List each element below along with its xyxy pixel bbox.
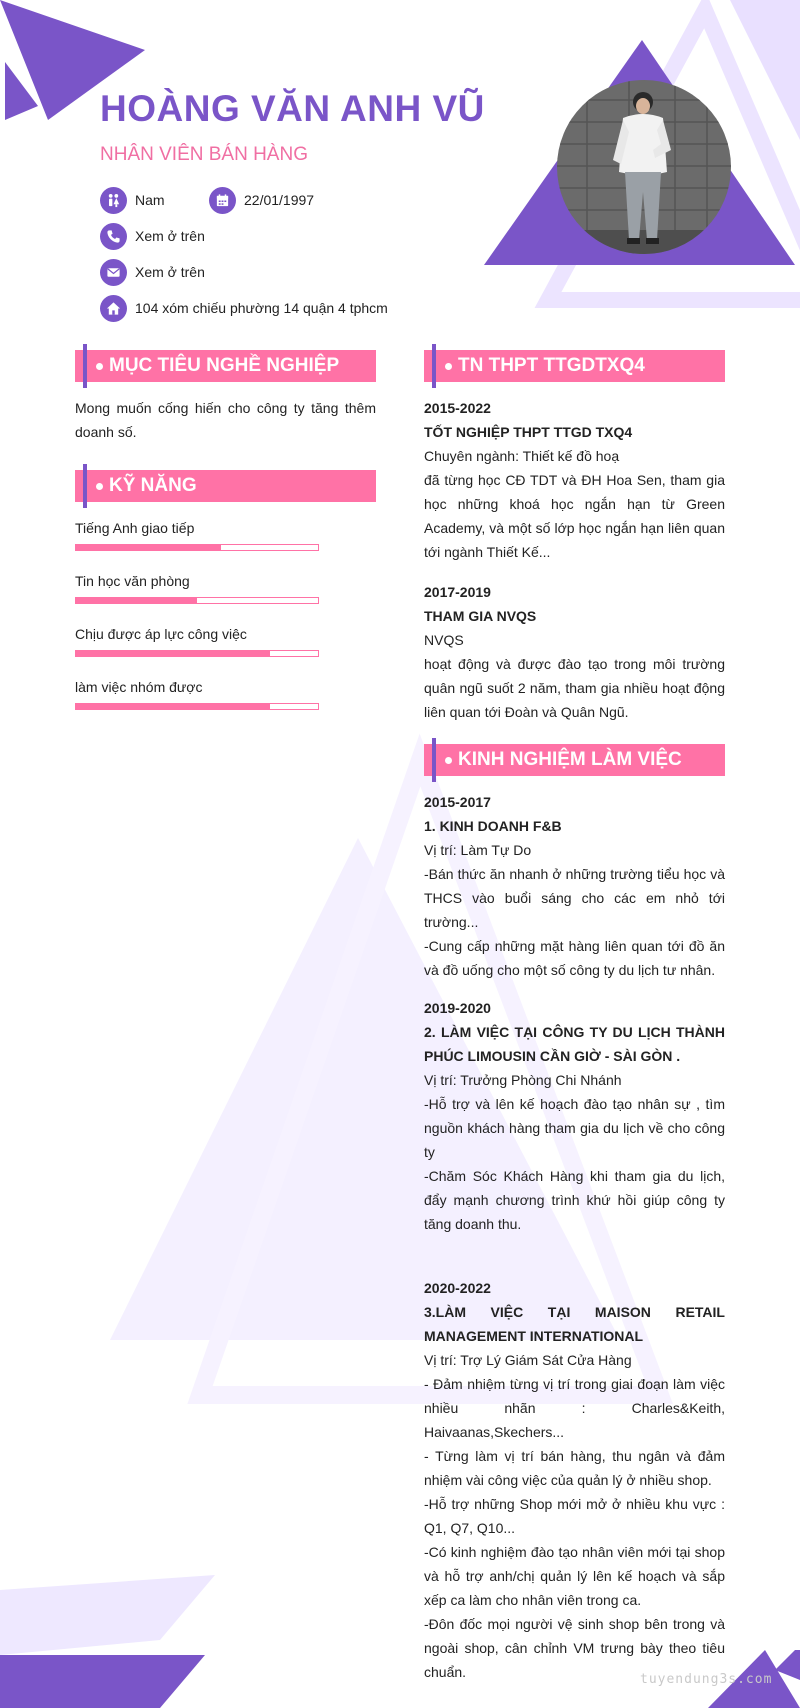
- skill-label: Chịu được áp lực công việc: [75, 626, 247, 642]
- watermark-text: tuyendung3s.com: [640, 1672, 773, 1687]
- entry-subtitle: NVQS: [424, 632, 464, 648]
- entry-years: 2017-2019: [424, 584, 491, 600]
- experience-entry: [424, 1276, 725, 1684]
- phone-icon: [100, 223, 127, 250]
- objective-text: Mong muốn cống hiến cho công ty tăng thêm doanh số.: [75, 400, 376, 440]
- entry-subtitle: Vị trí: Trưởng Phòng Chi Nhánh: [424, 1072, 622, 1088]
- skill-level-bar: [75, 597, 319, 604]
- skill-level-bar: [75, 544, 319, 551]
- entry-description: -Bán thức ăn nhanh ở những trường tiểu học và THCS vào buổi sáng cho các em nhỏ tới trường... -Cung cấp những mặt hàng liên quan tới đồ ăn và đồ uống cho một số công ty du lịch tư nhân.: [424, 866, 725, 978]
- birthday-value: 22/01/1997: [244, 192, 315, 208]
- gender-value: Nam: [135, 192, 165, 208]
- skill-item: [75, 516, 319, 551]
- job-title: NHÂN VIÊN BÁN HÀNG: [100, 144, 308, 165]
- candidate-name: HOÀNG VĂN ANH VŨ: [100, 88, 485, 129]
- deco-band-bottom-left-pale: [0, 1575, 215, 1655]
- phone-value: Xem ở trên: [135, 228, 205, 244]
- skill-level-bar: [75, 650, 319, 657]
- experience-entry: [424, 996, 725, 1236]
- entry-title: THAM GIA NVQS: [424, 608, 537, 624]
- address-row: [100, 294, 388, 322]
- skill-level-bar: [75, 703, 319, 710]
- email-row: [100, 258, 205, 286]
- deco-triangle-bottom-left: [0, 1655, 205, 1708]
- entry-description: - Đảm nhiệm từng vị trí trong giai đoạn làm việc nhiều nhãn : Charles&Keith, Haivaanas,Skechers... - Từng làm vị trí bán hàng, thu ngân và đảm nhiệm vài công việc của quản lý ở nhiều shop. -Hỗ trợ những Shop mới mở ở nhiều khu vực : Q1, Q7, Q10... -Có kinh nghiệm đào tạo nhân viên mới tại shop và hỗ trợ anh/chị quản lý lên kế hoạch và sắp xếp ca làm cho nhân viên trong ca. -Đôn đốc mọi người vệ sinh shop bên trong và ngoài shop, cân chỉnh VM trưng bày theo tiêu chuẩn.: [424, 1376, 725, 1680]
- section-objective-heading: MỤC TIÊU NGHỀ NGHIỆP: [75, 350, 376, 382]
- entry-subtitle: Chuyên ngành: Thiết kế đồ hoạ: [424, 448, 620, 464]
- skill-level-fill: [76, 598, 197, 603]
- email-value: Xem ở trên: [135, 264, 205, 280]
- entry-description: hoạt động và được đào tạo trong môi trường quân ngũ suốt 2 năm, tham gia nhiều hoạt động liên quan tới Đoàn và Quân Ngũ.: [424, 656, 725, 720]
- skill-item: [75, 622, 319, 657]
- skill-level-fill: [76, 545, 221, 550]
- phone-row: [100, 222, 205, 250]
- email-icon: [100, 259, 127, 286]
- skill-item: [75, 569, 319, 604]
- entry-title: TỐT NGHIỆP THPT TTGD TXQ4: [424, 424, 633, 440]
- entry-subtitle: Vị trí: Trợ Lý Giám Sát Cửa Hàng: [424, 1352, 632, 1368]
- gender-row: [100, 186, 165, 214]
- entry-years: 2015-2017: [424, 794, 491, 810]
- entry-description: -Hỗ trợ và lên kế hoạch đào tạo nhân sự , tìm nguồn khách hàng tham gia du lịch về cho công ty -Chăm Sóc Khách Hàng khi tham gia du lịch, đẩy mạnh chương trình khứ hồi giúp công ty tăng doanh thu.: [424, 1096, 725, 1232]
- entry-title: 2. LÀM VIỆC TẠI CÔNG TY DU LỊCH THÀNH PHÚC LIMOUSIN CẦN GIỜ - SÀI GÒN .: [424, 1024, 725, 1064]
- gender-icon: [100, 187, 127, 214]
- entry-years: 2019-2020: [424, 1000, 491, 1016]
- avatar: [557, 80, 731, 254]
- section-education-heading: TN THPT TTGDTXQ4: [424, 350, 725, 382]
- deco-triangle-pale-outline: [730, 0, 800, 140]
- skill-level-fill: [76, 704, 270, 709]
- skill-level-fill: [76, 651, 270, 656]
- experience-entry: [424, 790, 725, 982]
- skill-item: [75, 675, 319, 710]
- entry-years: 2015-2022: [424, 400, 491, 416]
- entry-title: 1. KINH DOANH F&B: [424, 818, 562, 834]
- entry-years: 2020-2022: [424, 1280, 491, 1296]
- entry-description: đã từng học CĐ TDT và ĐH Hoa Sen, tham gia học những khoá học ngắn hạn từ Green Academy, và một số lớp học ngắn hạn liên quan tới ngành Thiết Kế...: [424, 472, 725, 560]
- education-entry: [424, 580, 725, 724]
- entry-subtitle: Vị trí: Làm Tự Do: [424, 842, 532, 858]
- birthday-row: [209, 186, 314, 214]
- section-experience-heading: KINH NGHIỆM LÀM VIỆC: [424, 744, 725, 776]
- skill-label: làm việc nhóm được: [75, 679, 203, 695]
- avatar-photo: [557, 80, 731, 254]
- address-value: 104 xóm chiếu phường 14 quận 4 tphcm: [135, 300, 388, 316]
- education-entry: [424, 396, 725, 564]
- skill-label: Tin học văn phòng: [75, 573, 190, 589]
- skill-label: Tiếng Anh giao tiếp: [75, 520, 195, 536]
- home-icon: [100, 295, 127, 322]
- section-skills-heading: KỸ NĂNG: [75, 470, 376, 502]
- entry-title: 3.LÀM VIỆC TẠI MAISON RETAIL MANAGEMENT INTERNATIONAL: [424, 1304, 725, 1344]
- calendar-icon: [209, 187, 236, 214]
